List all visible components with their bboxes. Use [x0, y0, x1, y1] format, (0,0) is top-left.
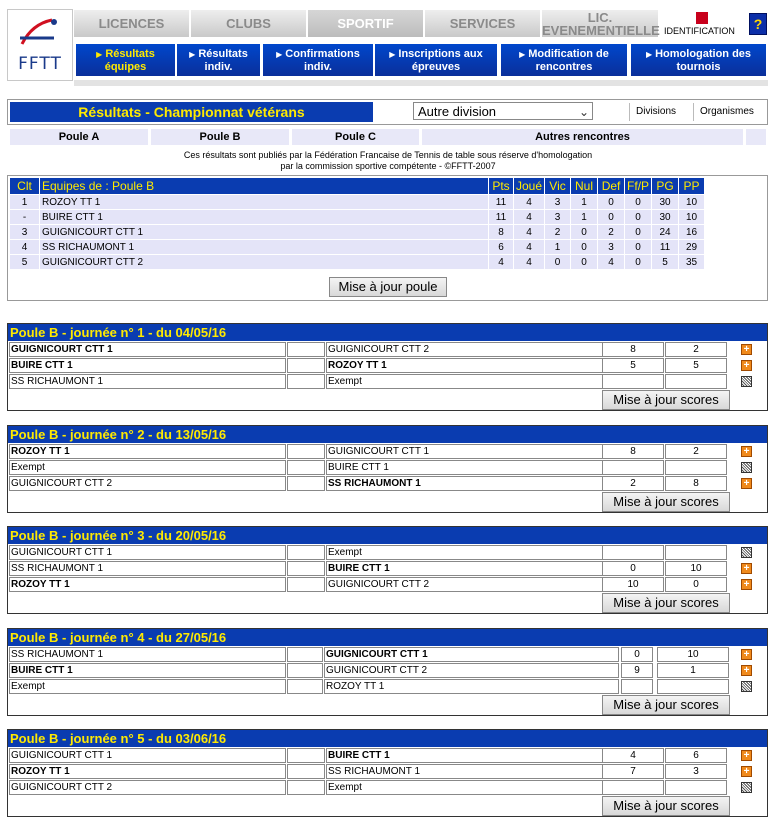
arrow-icon: ▶	[645, 50, 653, 59]
standings-cell: 4	[514, 255, 544, 269]
standings-cell: 5	[10, 255, 39, 269]
journee-title: Poule B - journée n° 1 - du 04/05/16	[8, 324, 767, 341]
standings-cell: 0	[598, 210, 624, 224]
journee-panel	[7, 425, 768, 513]
add-score-icon[interactable]: +	[741, 750, 752, 761]
empty-cell	[287, 342, 325, 357]
away-team-cell: Exempt	[326, 545, 603, 560]
standings-cell: 0	[625, 210, 651, 224]
home-team-cell: BUIRE CTT 1	[9, 663, 286, 678]
home-score-cell: 0	[602, 561, 664, 576]
page-title: Résultats - Championnat vétérans	[10, 102, 373, 122]
table-row	[10, 210, 704, 224]
home-score-cell: 10	[602, 577, 664, 592]
home-team-cell: BUIRE CTT 1	[9, 358, 286, 373]
add-score-icon[interactable]: +	[741, 665, 752, 676]
standings-cell: 11	[652, 240, 678, 254]
notice-line: par la commission sportive compétente - ©FFTT-2007	[280, 161, 496, 171]
home-team-cell: SS RICHAUMONT 1	[9, 647, 286, 662]
standings-cell: 0	[598, 195, 624, 209]
home-score-cell: 9	[621, 663, 653, 678]
empty-cell	[287, 780, 325, 795]
away-score-cell: 8	[665, 476, 727, 491]
away-score-cell: 5	[665, 358, 727, 373]
away-team-cell: Exempt	[326, 374, 603, 389]
fftt-logo-mark	[8, 10, 72, 54]
home-team-cell: GUIGNICOURT CTT 2	[9, 476, 286, 491]
standings-cell: 3	[545, 210, 570, 224]
division-select-value: Autre division	[418, 104, 497, 119]
away-score-cell	[665, 460, 727, 475]
update-scores-button[interactable]: Mise à jour scores	[602, 695, 730, 715]
team-name-cell: BUIRE CTT 1	[40, 210, 488, 224]
poule-b-link[interactable]: Poule B	[151, 129, 289, 145]
standings-cell: 8	[489, 225, 513, 239]
home-score-cell: 5	[602, 358, 664, 373]
add-score-icon[interactable]: +	[741, 446, 752, 457]
standings-cell: 4	[514, 240, 544, 254]
standings-cell: 4	[514, 195, 544, 209]
standings-cell: 2	[545, 225, 570, 239]
poules-bar	[10, 129, 766, 145]
subtab-modification-rencontres[interactable]	[501, 44, 627, 76]
arrow-icon: ▶	[519, 50, 526, 59]
standings-column-header: Vic	[545, 178, 570, 194]
arrow-icon: ▶	[389, 50, 396, 59]
empty-cell	[287, 460, 325, 475]
subtab-label: Modification de rencontres	[528, 48, 609, 73]
standings-cell: 3	[10, 225, 39, 239]
away-score-cell: 2	[665, 444, 727, 459]
home-team-cell: GUIGNICOURT CTT 1	[9, 342, 286, 357]
journee-panel	[7, 628, 768, 716]
standings-cell: 11	[489, 210, 513, 224]
standings-cell: 2	[598, 225, 624, 239]
home-score-cell	[602, 374, 664, 389]
home-score-cell: 2	[602, 476, 664, 491]
journee-title: Poule B - journée n° 2 - du 13/05/16	[8, 426, 767, 443]
away-score-cell: 0	[665, 577, 727, 592]
standings-cell: 10	[679, 195, 704, 209]
home-team-cell: Exempt	[9, 679, 286, 694]
standings-cell: 0	[625, 195, 651, 209]
journee-panel	[7, 526, 768, 614]
home-score-cell: 0	[621, 647, 653, 662]
divider	[693, 103, 694, 121]
arrow-icon: ▶	[96, 50, 103, 59]
standings-cell: 1	[545, 240, 570, 254]
empty-cell	[287, 374, 325, 389]
standings-table	[9, 177, 705, 270]
standings-column-header: PP	[679, 178, 704, 194]
standings-cell: 30	[652, 210, 678, 224]
no-match-icon	[741, 681, 752, 692]
empty-cell	[287, 358, 325, 373]
update-scores-button[interactable]: Mise à jour scores	[602, 796, 730, 816]
home-team-cell: ROZOY TT 1	[9, 764, 286, 779]
standings-cell: 4	[489, 255, 513, 269]
team-name-cell: SS RICHAUMONT 1	[40, 240, 488, 254]
add-score-icon[interactable]: +	[741, 579, 752, 590]
no-match-icon	[741, 547, 752, 558]
standings-column-header: PG	[652, 178, 678, 194]
standings-cell: 3	[598, 240, 624, 254]
add-score-icon[interactable]: +	[741, 344, 752, 355]
subtab-label: Inscriptions aux épreuves	[398, 48, 483, 73]
team-name-cell: GUIGNICOURT CTT 2	[40, 255, 488, 269]
away-team-cell: GUIGNICOURT CTT 2	[326, 577, 603, 592]
standings-cell: 0	[571, 255, 597, 269]
tab-services[interactable]: SERVICES	[425, 10, 541, 37]
standings-cell: 4	[514, 225, 544, 239]
standings-cell: 4	[10, 240, 39, 254]
away-team-cell: BUIRE CTT 1	[326, 561, 603, 576]
away-score-cell: 2	[665, 342, 727, 357]
away-team-cell: ROZOY TT 1	[324, 679, 619, 694]
add-score-icon[interactable]: +	[741, 766, 752, 777]
home-team-cell: ROZOY TT 1	[9, 577, 286, 592]
standings-cell: 6	[489, 240, 513, 254]
standings-cell: 16	[679, 225, 704, 239]
standings-cell: 29	[679, 240, 704, 254]
subtab-label: Homologation des tournois	[655, 48, 752, 73]
subtab-label: Résultats équipes	[104, 48, 155, 73]
standings-cell: 1	[571, 210, 597, 224]
table-row	[10, 240, 704, 254]
away-team-cell: GUIGNICOURT CTT 2	[326, 342, 603, 357]
home-score-cell: 7	[602, 764, 664, 779]
home-team-cell: GUIGNICOURT CTT 1	[9, 748, 286, 763]
subtab-label: Confirmations indiv.	[285, 48, 360, 73]
subtab-inscriptions[interactable]	[375, 44, 497, 76]
empty-cell	[287, 444, 325, 459]
update-poule-button[interactable]: Mise à jour poule	[329, 277, 447, 297]
home-team-cell: GUIGNICOURT CTT 2	[9, 780, 286, 795]
autres-rencontres-link[interactable]: Autres rencontres	[422, 129, 743, 145]
no-match-icon	[741, 782, 752, 793]
away-team-cell: GUIGNICOURT CTT 2	[324, 663, 619, 678]
standings-cell: 4	[598, 255, 624, 269]
standings-cell: 0	[625, 240, 651, 254]
journee-panel	[7, 323, 768, 411]
fftt-logo[interactable]	[7, 9, 73, 81]
standings-column-header: Ff/P	[627, 179, 650, 193]
title-bar	[7, 99, 768, 125]
empty-cell	[287, 561, 325, 576]
poule-a-link[interactable]: Poule A	[10, 129, 148, 145]
divisions-link[interactable]: Divisions	[636, 106, 677, 117]
empty-cell	[287, 647, 323, 662]
home-team-cell: GUIGNICOURT CTT 1	[9, 545, 286, 560]
add-score-icon[interactable]: +	[741, 649, 752, 660]
home-team-cell: ROZOY TT 1	[9, 444, 286, 459]
away-score-cell: 6	[665, 748, 727, 763]
add-score-icon[interactable]: +	[741, 563, 752, 574]
away-score-cell	[657, 679, 729, 694]
divider	[629, 103, 630, 121]
away-team-cell: SS RICHAUMONT 1	[326, 476, 603, 491]
home-score-cell	[602, 545, 664, 560]
away-team-cell: GUIGNICOURT CTT 1	[326, 444, 603, 459]
standings-cell: 30	[652, 195, 678, 209]
standings-cell: -	[10, 210, 39, 224]
away-score-cell	[665, 374, 727, 389]
standings-cell: 10	[679, 210, 704, 224]
journee-panel	[7, 729, 768, 817]
standings-cell: 4	[514, 210, 544, 224]
header-divider	[74, 80, 768, 86]
home-score-cell	[621, 679, 653, 694]
standings-cell: 0	[625, 225, 651, 239]
standings-cell: 0	[571, 225, 597, 239]
subtab-confirmations-indiv[interactable]	[263, 44, 373, 76]
arrow-icon: ▶	[276, 50, 283, 59]
no-match-icon	[741, 376, 752, 387]
standings-cell: 0	[571, 240, 597, 254]
empty-cell	[287, 577, 325, 592]
subtab-homologation-tournois[interactable]	[631, 44, 766, 76]
away-score-cell	[665, 545, 727, 560]
standings-header-row	[10, 178, 704, 194]
table-row	[10, 195, 704, 209]
home-score-cell: 8	[602, 444, 664, 459]
home-score-cell: 4	[602, 748, 664, 763]
away-score-cell	[665, 780, 727, 795]
standings-column-header: Clt	[10, 178, 39, 194]
arrow-icon: ▶	[189, 50, 196, 59]
table-row	[10, 255, 704, 269]
home-team-cell: Exempt	[9, 460, 286, 475]
away-team-cell: Exempt	[326, 780, 603, 795]
standings-cell: 1	[10, 195, 39, 209]
home-team-cell: SS RICHAUMONT 1	[9, 374, 286, 389]
standings-panel	[7, 175, 768, 301]
standings-cell: 24	[652, 225, 678, 239]
notice-line: Ces résultats sont publiés par la Fédération Francaise de Tennis de table sous réserve d'homologation	[183, 150, 593, 160]
tab-sportif[interactable]: SPORTIF	[308, 10, 424, 37]
empty-cell	[287, 476, 325, 491]
logo-text: FFTT	[18, 54, 62, 74]
away-score-cell: 10	[665, 561, 727, 576]
standings-cell: 0	[625, 255, 651, 269]
away-team-cell: BUIRE CTT 1	[326, 748, 603, 763]
empty-cell	[287, 748, 325, 763]
poule-c-link[interactable]: Poule C	[292, 129, 419, 145]
standings-cell: 35	[679, 255, 704, 269]
away-team-cell: GUIGNICOURT CTT 1	[324, 647, 619, 662]
team-name-cell: ROZOY TT 1	[40, 195, 488, 209]
tab-clubs[interactable]: CLUBS	[191, 10, 307, 37]
home-score-cell	[602, 780, 664, 795]
update-scores-button[interactable]: Mise à jour scores	[602, 593, 730, 613]
division-select[interactable]	[413, 102, 593, 120]
home-team-cell: SS RICHAUMONT 1	[9, 561, 286, 576]
update-scores-button[interactable]: Mise à jour scores	[602, 492, 730, 512]
standings-cell: 3	[545, 195, 570, 209]
tab-licences[interactable]: LICENCES	[74, 10, 190, 37]
poule-bar-end	[746, 129, 766, 145]
away-team-cell: ROZOY TT 1	[326, 358, 603, 373]
empty-cell	[287, 545, 325, 560]
identification-link[interactable]	[664, 12, 749, 38]
no-match-icon	[741, 462, 752, 473]
standings-cell: 1	[571, 195, 597, 209]
standings-body	[10, 195, 704, 269]
away-team-cell: SS RICHAUMONT 1	[326, 764, 603, 779]
table-row	[10, 225, 704, 239]
add-score-icon[interactable]: +	[741, 478, 752, 489]
away-score-cell: 3	[665, 764, 727, 779]
subtab-label: Résultats indiv.	[198, 48, 248, 73]
lock-icon	[696, 12, 708, 24]
journee-title: Poule B - journée n° 4 - du 27/05/16	[8, 629, 767, 646]
home-score-cell: 8	[602, 342, 664, 357]
empty-cell	[287, 663, 323, 678]
standings-cell: 0	[545, 255, 570, 269]
team-name-cell: GUIGNICOURT CTT 1	[40, 225, 488, 239]
homologation-notice	[0, 150, 776, 172]
identification-label: IDENTIFICATION	[664, 26, 735, 36]
standings-column-header: Nul	[571, 178, 597, 194]
add-score-icon[interactable]: +	[741, 360, 752, 371]
update-scores-button[interactable]: Mise à jour scores	[602, 390, 730, 410]
organismes-link[interactable]: Organismes	[700, 106, 754, 117]
empty-cell	[287, 764, 325, 779]
journee-title: Poule B - journée n° 5 - du 03/06/16	[8, 730, 767, 747]
help-button[interactable]: ?	[749, 13, 767, 35]
standings-column-header: Joué	[516, 179, 543, 193]
standings-column-header: Equipes de : Poule B	[40, 178, 488, 194]
away-team-cell: BUIRE CTT 1	[326, 460, 603, 475]
standings-cell: 5	[652, 255, 678, 269]
empty-cell	[287, 679, 323, 694]
home-score-cell	[602, 460, 664, 475]
chevron-down-icon: ⌄	[578, 105, 589, 119]
away-score-cell: 10	[657, 647, 729, 662]
tab-lic-evenementielle[interactable]: LIC. EVENEMENTIELLE	[542, 10, 660, 38]
standings-column-header: Def	[598, 178, 624, 194]
away-score-cell: 1	[657, 663, 729, 678]
standings-cell: 11	[489, 195, 513, 209]
subtab-resultats-equipes[interactable]	[76, 44, 175, 76]
subtab-resultats-indiv[interactable]	[177, 44, 260, 76]
journee-title: Poule B - journée n° 3 - du 20/05/16	[8, 527, 767, 544]
standings-column-header: Pts	[489, 178, 513, 194]
